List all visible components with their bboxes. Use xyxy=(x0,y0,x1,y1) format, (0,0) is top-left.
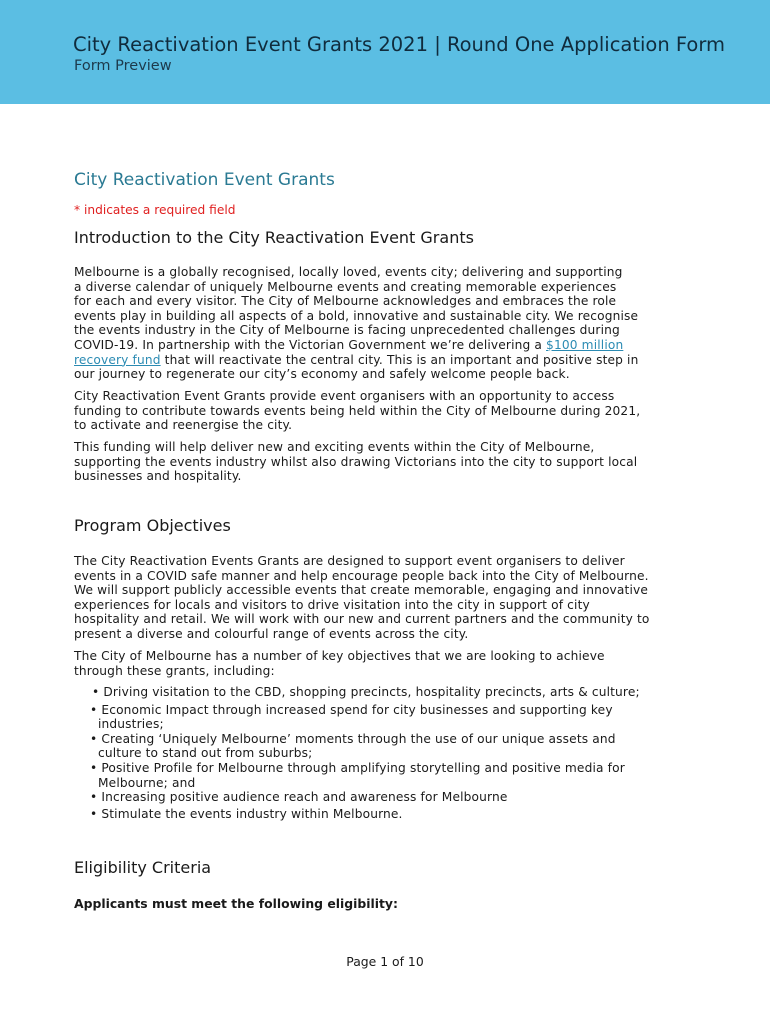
text-line: events play in building all aspects of a bold, innovative and sustainable city. We recognise xyxy=(74,308,639,323)
text-line: for each and every visitor. The City of Melbourne acknowledges and embraces the role xyxy=(74,294,617,309)
text-line: Melbourne is a globally recognised, locally loved, events city; delivering and supporting xyxy=(74,265,623,279)
text-line: present a diverse and colourful range of events across the city. xyxy=(74,626,469,641)
objectives-bullet-list xyxy=(92,685,682,821)
page-title: City Reactivation Event Grants 2021 | Round One Application Form xyxy=(73,33,726,56)
bullet-item-cont: industries; xyxy=(98,717,164,732)
text-line: This funding will help deliver new and exciting events within the City of Melbourne, xyxy=(74,440,595,454)
recovery-fund-link-cont[interactable]: recovery fund xyxy=(74,352,161,367)
page-number: Page 1 of 10 xyxy=(346,954,424,969)
text-line: COVID-19. In partnership with the Victorian Government we’re delivering a xyxy=(74,337,547,352)
bullet-item: • Increasing positive audience reach and awareness for Melbourne xyxy=(90,790,508,805)
objectives-paragraph-2 xyxy=(74,649,686,678)
text-line: supporting the events industry whilst also drawing Victorians into the city to support local xyxy=(74,454,638,469)
text-line: City Reactivation Event Grants provide event organisers with an opportunity to access xyxy=(74,389,615,403)
text-line: to activate and reenergise the city. xyxy=(74,418,293,433)
text-line: experiences for locals and visitors to drive visitation into the city in support of city xyxy=(74,597,590,612)
objectives-paragraph-1 xyxy=(74,554,686,642)
text-line: We will support publicly accessible events that create memorable, engaging and innovative xyxy=(74,583,649,598)
text-line: hospitality and retail. We will work with our new and current partners and the community to xyxy=(74,612,650,627)
intro-paragraph-1 xyxy=(74,265,686,382)
eligibility-lead: Applicants must meet the following eligibility: xyxy=(74,896,398,911)
bullet-item-cont: Melbourne; and xyxy=(98,775,196,790)
text-line: funding to contribute towards events being held within the City of Melbourne during 2021, xyxy=(74,403,641,418)
required-field-note: * indicates a required field xyxy=(74,203,236,217)
header-banner xyxy=(0,0,770,104)
intro-heading: Introduction to the City Reactivation Event Grants xyxy=(74,228,474,247)
bullet-item: • Creating ‘Uniquely Melbourne’ moments through the use of our unique assets and xyxy=(90,731,616,746)
text-line: The City of Melbourne has a number of key objectives that we are looking to achieve xyxy=(74,649,605,663)
text-line: events in a COVID safe manner and help encourage people back into the City of Melbourne. xyxy=(74,568,649,583)
recovery-fund-link[interactable]: $100 million xyxy=(546,337,624,352)
bullet-item: • Driving visitation to the CBD, shopping precincts, hospitality precincts, arts & culture; xyxy=(92,685,640,699)
page-subtitle: Form Preview xyxy=(74,58,172,74)
text-line: our journey to regenerate our city’s economy and safely welcome people back. xyxy=(74,367,570,382)
bullet-item-cont: culture to stand out from suburbs; xyxy=(98,746,313,761)
intro-paragraph-2 xyxy=(74,389,686,433)
text-line: businesses and hospitality. xyxy=(74,469,242,484)
form-title: City Reactivation Event Grants xyxy=(74,170,335,190)
text-line: that will reactivate the central city. This is an important and positive step in xyxy=(160,352,639,367)
text-line: a diverse calendar of uniquely Melbourne events and creating memorable experiences xyxy=(74,279,617,294)
bullet-item: • Economic Impact through increased spend for city businesses and supporting key xyxy=(90,702,613,717)
eligibility-heading: Eligibility Criteria xyxy=(74,858,212,877)
text-line: through these grants, including: xyxy=(74,663,275,678)
objectives-heading: Program Objectives xyxy=(74,516,231,535)
text-line: The City Reactivation Events Grants are designed to support event organisers to deliver xyxy=(74,554,625,568)
intro-paragraph-3 xyxy=(74,440,686,484)
bullet-item: • Stimulate the events industry within Melbourne. xyxy=(90,806,403,821)
bullet-item: • Positive Profile for Melbourne through amplifying storytelling and positive media for xyxy=(90,760,625,775)
text-line: the events industry in the City of Melbourne is facing unprecedented challenges during xyxy=(74,323,620,338)
